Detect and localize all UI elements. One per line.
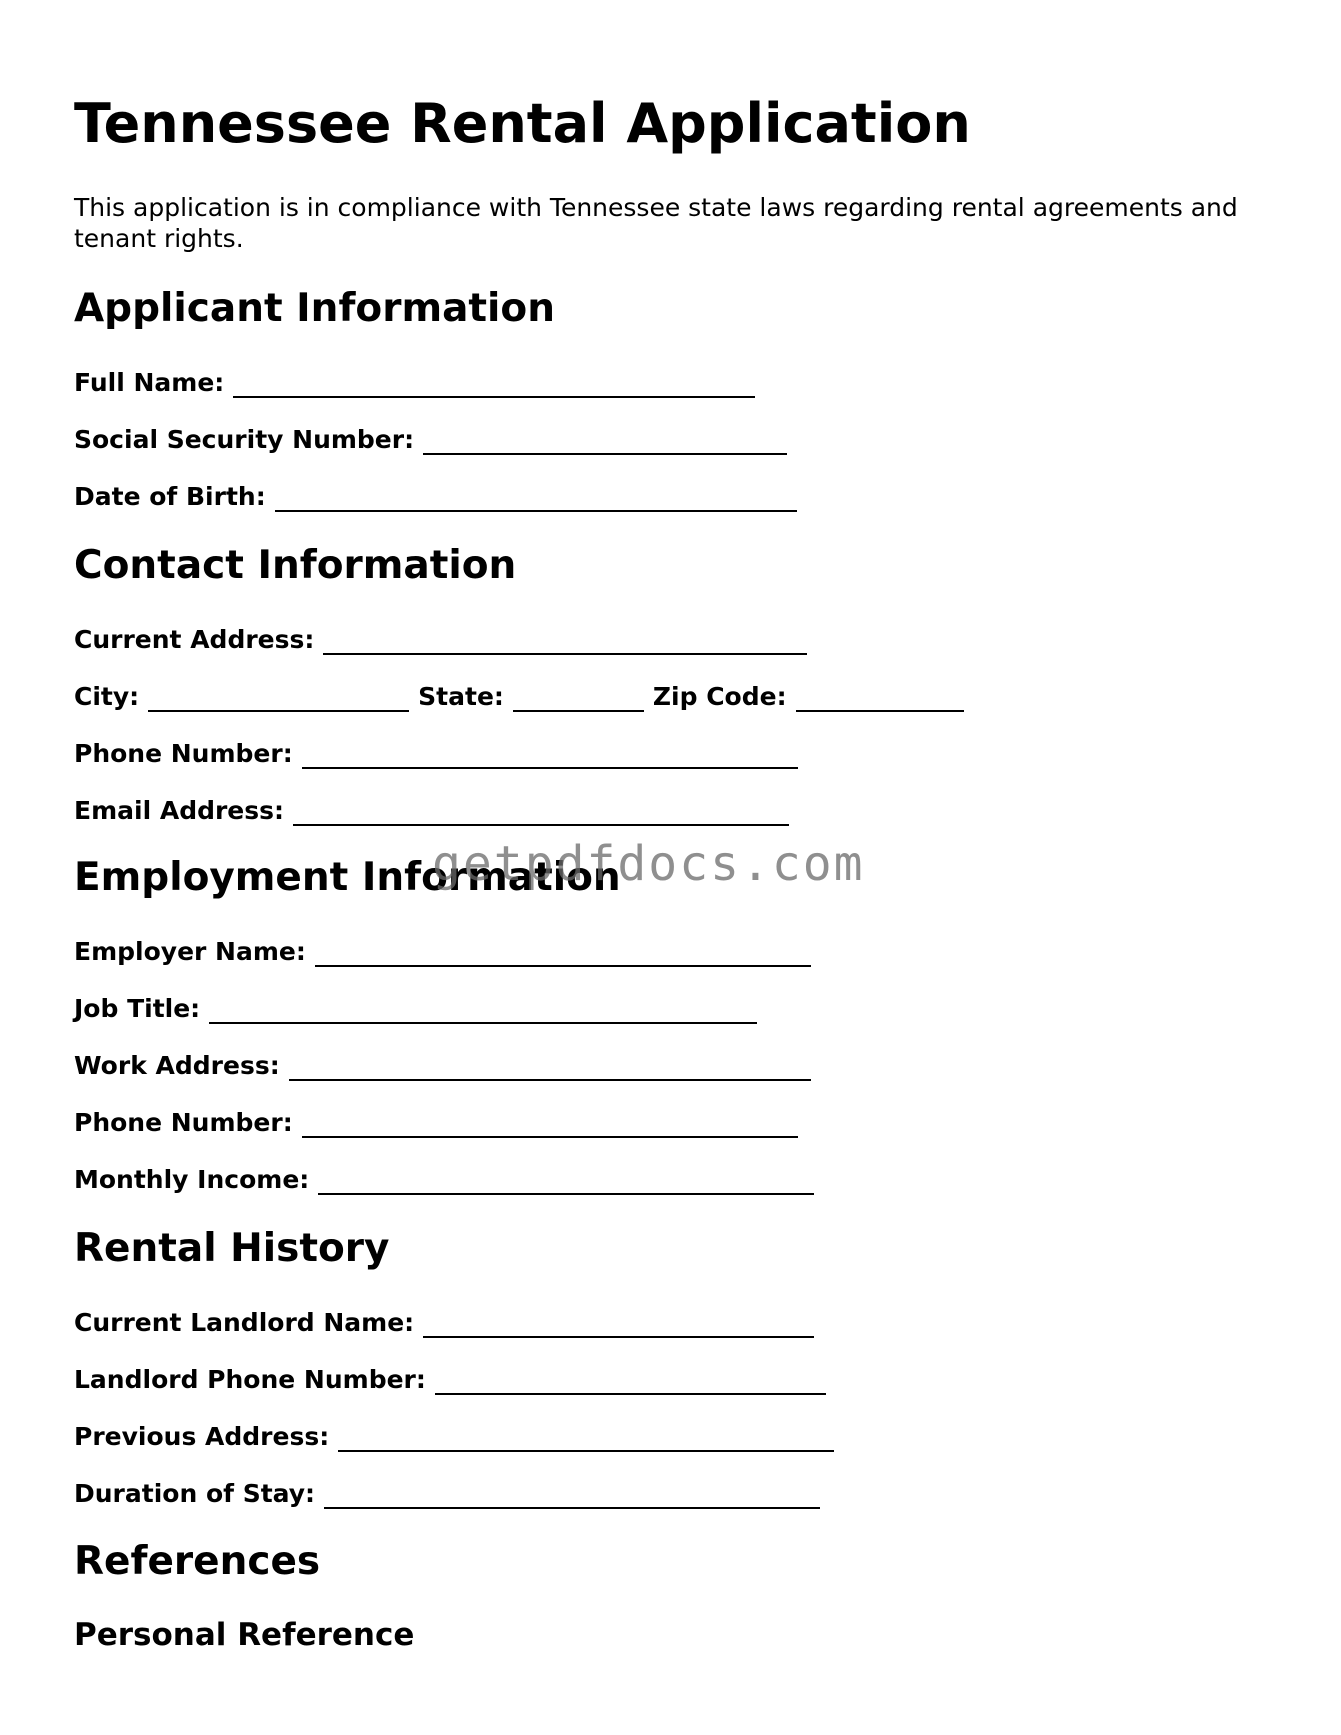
ssn-field [74,421,796,455]
previous-address-input-line[interactable] [338,1420,834,1452]
landlord-phone-label: Landlord Phone Number: [74,1365,426,1394]
monthly-income-label: Monthly Income: [74,1165,310,1194]
state-label: State: [418,682,504,711]
contact-phone-input-line[interactable] [302,737,798,769]
dob-input-line[interactable] [275,480,797,512]
references-heading: References [74,1539,321,1584]
contact-info-heading: Contact Information [74,543,517,588]
city-state-zip-row [74,678,973,712]
current-address-input-line[interactable] [323,623,807,655]
work-address-field [74,1047,820,1081]
landlord-phone-field [74,1361,835,1395]
contact-phone-field [74,735,807,769]
job-title-field [74,990,766,1024]
duration-input-line[interactable] [324,1477,820,1509]
personal-reference-heading: Personal Reference [74,1617,415,1653]
landlord-name-label: Current Landlord Name: [74,1308,415,1337]
duration-label: Duration of Stay: [74,1479,316,1508]
zip-code-label: Zip Code: [652,682,787,711]
ssn-input-line[interactable] [423,423,787,455]
zip-code-input-line[interactable] [796,680,964,712]
landlord-name-input-line[interactable] [423,1306,814,1338]
monthly-income-field [74,1161,823,1195]
document-title: Tennessee Rental Application [74,92,971,155]
work-address-input-line[interactable] [289,1049,811,1081]
work-phone-field [74,1104,807,1138]
monthly-income-input-line[interactable] [318,1163,814,1195]
intro-text: This application is in compliance with Tennessee state laws regarding rental agreements and tenant rights. [74,193,1238,253]
work-address-label: Work Address: [74,1051,280,1080]
previous-address-field [74,1418,843,1452]
employer-name-label: Employer Name: [74,937,306,966]
email-label: Email Address: [74,796,285,825]
state-input-line[interactable] [513,680,644,712]
full-name-label: Full Name: [74,368,225,397]
watermark-text: getpdfdocs.com [432,836,865,892]
full-name-input-line[interactable] [233,366,755,398]
city-label: City: [74,682,140,711]
city-input-line[interactable] [148,680,409,712]
email-field [74,792,798,826]
dob-label: Date of Birth: [74,482,266,511]
work-phone-input-line[interactable] [302,1106,798,1138]
job-title-input-line[interactable] [209,992,757,1024]
current-address-field [74,621,816,655]
email-input-line[interactable] [293,794,789,826]
job-title-label: Job Title: [74,994,201,1023]
employer-name-field [74,933,820,967]
contact-phone-label: Phone Number: [74,739,293,768]
duration-field [74,1475,829,1509]
applicant-info-heading: Applicant Information [74,286,555,331]
full-name-field [74,364,764,398]
landlord-phone-input-line[interactable] [435,1363,826,1395]
work-phone-label: Phone Number: [74,1108,293,1137]
dob-field [74,478,806,512]
rental-history-heading: Rental History [74,1226,390,1271]
landlord-name-field [74,1304,823,1338]
ssn-label: Social Security Number: [74,425,415,454]
employment-info-heading: Employment Information [74,855,621,900]
current-address-label: Current Address: [74,625,315,654]
previous-address-label: Previous Address: [74,1422,330,1451]
employer-name-input-line[interactable] [315,935,811,967]
